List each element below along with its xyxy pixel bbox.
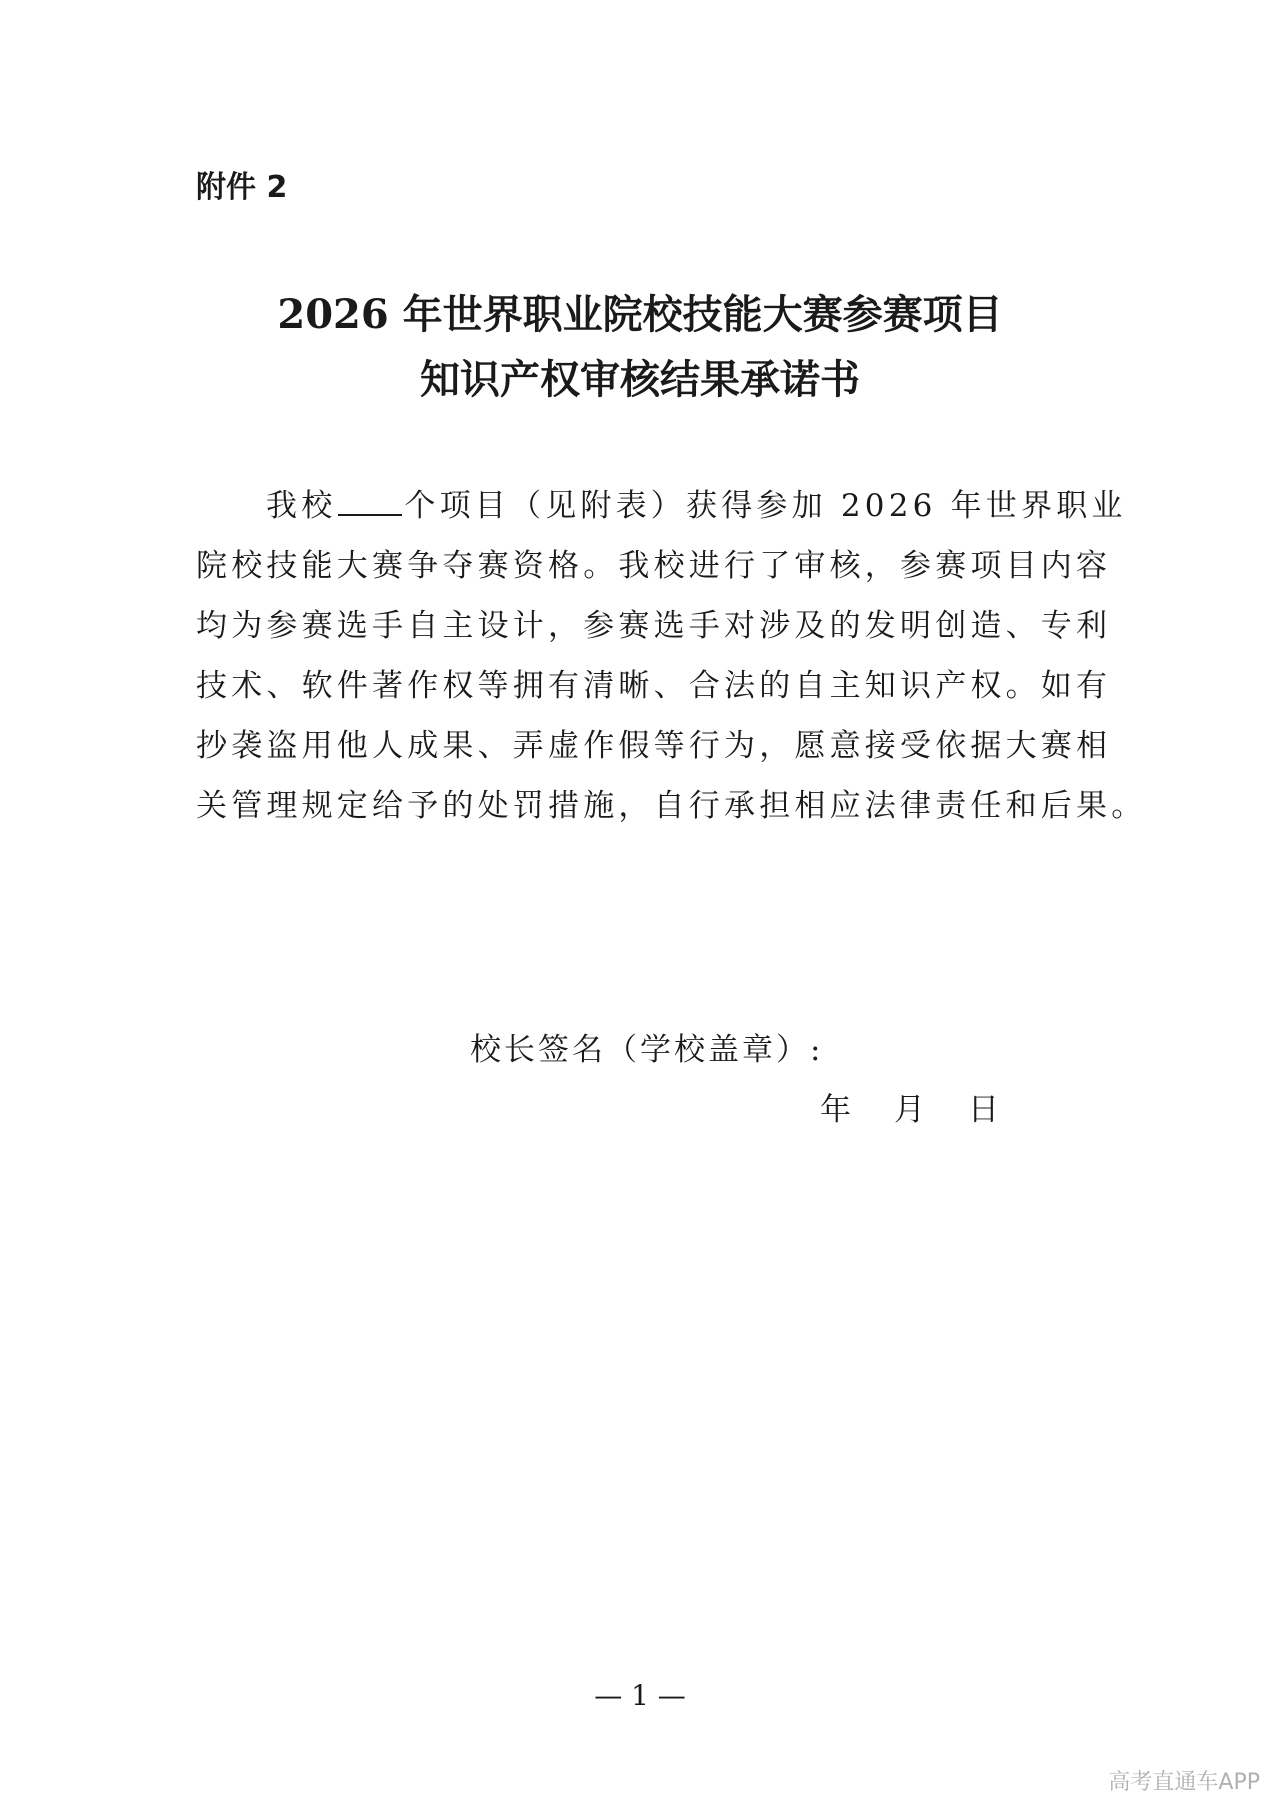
body-line-1-suffix: 个项目（见附表）获得参加 2026 年世界职业 [404, 488, 1127, 524]
document-title-line-2: 知识产权审核结果承诺书 [420, 356, 860, 403]
body-line-1-prefix: 我校 [266, 488, 337, 524]
project-count-blank [338, 484, 402, 516]
date-year-label: 年 [820, 1092, 851, 1128]
body-line-4: 技术、软件著作权等拥有清晰、合法的自主知识产权。如有 [196, 668, 1112, 704]
body-line-5: 抄袭盗用他人成果、弄虚作假等行为，愿意接受依据大赛相 [196, 728, 1112, 764]
body-line-6: 关管理规定给予的处罚措施，自行承担相应法律责任和后果。 [196, 788, 1147, 824]
document-title-line-1: 2026 年世界职业院校技能大赛参赛项目 [277, 291, 1003, 338]
body-line-2: 院校技能大赛争夺赛资格。我校进行了审核，参赛项目内容 [196, 548, 1112, 584]
watermark: 高考直通车APP [1108, 1770, 1260, 1795]
body-line-3: 均为参赛选手自主设计，参赛选手对涉及的发明创造、专利 [196, 608, 1112, 644]
body-line-1 [266, 482, 1127, 530]
signature-label: 校长签名（学校盖章）: [470, 1032, 824, 1068]
date-day-label: 日 [968, 1092, 999, 1128]
date-row [820, 1088, 999, 1132]
page-number: — 1 — [594, 1679, 686, 1712]
date-month-label: 月 [894, 1092, 925, 1128]
attachment-label: 附件 2 [196, 170, 288, 205]
